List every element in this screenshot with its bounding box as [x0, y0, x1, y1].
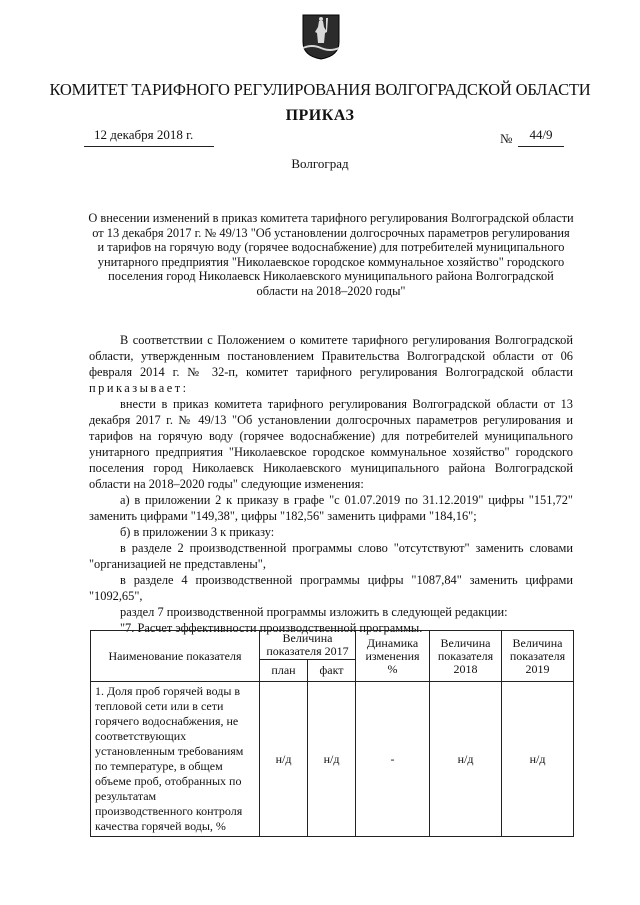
volgograd-coat-of-arms-icon	[302, 14, 340, 60]
header-plan: план	[260, 660, 308, 682]
paragraph-item-b: б) в приложении 3 к приказу:	[120, 525, 275, 539]
paragraph-section-7: раздел 7 производственной программы изложить в следующей редакции:	[120, 605, 508, 619]
header-value-2017: Величина показателя 2017	[260, 631, 356, 660]
table-row	[91, 682, 574, 837]
document-type: ПРИКАЗ	[285, 107, 355, 124]
order-body	[89, 332, 573, 636]
row-indicator-name: 1. Доля проб горячей воды в тепловой сети или в сети горячего водоснабжения, не соответствующих установленным требованиям по температуре, в общем объеме проб, отобранных по результатам производственного контроля качества горячей воды, %	[91, 682, 260, 837]
row-2019-value: н/д	[502, 682, 574, 837]
row-dynamics-value: -	[356, 682, 430, 837]
row-2018-value: н/д	[430, 682, 502, 837]
header-fact: факт	[308, 660, 356, 682]
paragraph-amend: внести в приказ комитета тарифного регулирования Волгоградской области от 13 декабря 2017 г. № 49/13 "Об установлении долгосрочных параметров регулирования и тарифов на горячую воду (горячее водоснабжение) для потребителей муниципального унитарного предприятия "Николаевское городское коммунальное хозяйство" городского поселения город Николаевск Николаевского муниципального района Волгоградской области на 2018–2020 годы" следующие изменения:	[89, 397, 573, 491]
paragraph-section-4: в разделе 4 производственной программы цифры "1087,84" заменить цифрами "1092,65",	[89, 573, 573, 603]
header-value-2019: Величина показателя 2019	[502, 631, 574, 682]
efficiency-table	[90, 630, 574, 837]
preamble-text: В соответствии с Положением о комитете тарифного регулирования Волгоградской области, утвержденным постановлением Правительства Волгоградской области от 06 февраля 2014 г. № 32-п, комитет тарифного регулирования Волгоградской области	[89, 333, 573, 379]
orders-word: приказывает	[89, 381, 183, 395]
paragraph-section-2: в разделе 2 производственной программы слово "отсутствуют" заменить словами "организацией не представлены",	[89, 541, 573, 571]
row-plan-value: н/д	[260, 682, 308, 837]
header-value-2018: Величина показателя 2018	[430, 631, 502, 682]
paragraph-item-a: а) в приложении 2 к приказу в графе "с 01.07.2019 по 31.12.2019" цифры "151,72" заменить цифрами "149,38", цифры "182,56" заменить цифрами "184,16";	[89, 493, 573, 523]
row-fact-value: н/д	[308, 682, 356, 837]
number-sign: №	[500, 131, 513, 146]
order-subject: О внесении изменений в приказ комитета тарифного регулирования Волгоградской области от 13 декабря 2017 г. № 49/13 "Об установлении долгосрочных параметров регулирования и тарифов на горячую воду (горячее водоснабжение) для потребителей муниципального унитарного предприятия "Николаевское городское коммунальное хозяйство" городского поселения город Николаевск Николаевского муниципального района Волгоградской области на 2018–2020 годы"	[88, 211, 574, 298]
header-dynamics: Динамика изменения %	[356, 631, 430, 682]
header-indicator-name: Наименование показателя	[91, 631, 260, 682]
order-date: 12 декабря 2018 г.	[84, 127, 214, 147]
committee-title: КОМИТЕТ ТАРИФНОГО РЕГУЛИРОВАНИЯ ВОЛГОГРАДСКОЙ ОБЛАСТИ	[49, 80, 591, 99]
preamble-colon: :	[182, 381, 187, 395]
paragraph-preamble	[89, 332, 573, 396]
paragraph-efficiency-heading: "7. Расчет эффективности производственной программы.	[120, 621, 423, 635]
city: Волгоград	[291, 156, 349, 171]
order-number: 44/9	[518, 127, 564, 147]
